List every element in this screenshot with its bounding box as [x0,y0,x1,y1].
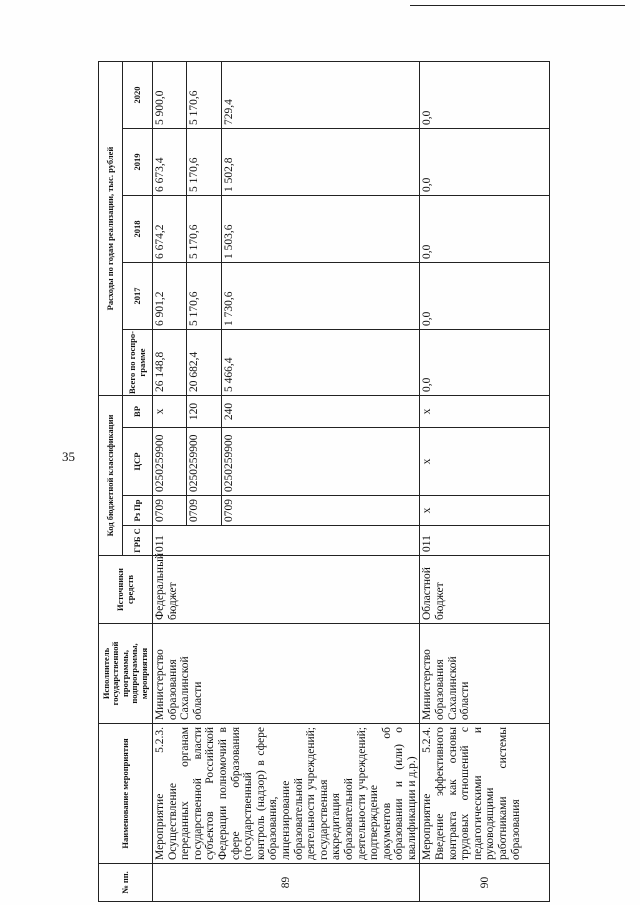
header-budget-code: Код бюджетной классификации [99,396,123,556]
total-cell: 20 682,4 [187,330,221,396]
total-cell: 0,0 [420,330,550,396]
header-year-2017: 2017 [123,263,153,330]
grbs-cell: 011 [153,526,187,556]
rzpr-cell: 0709 [153,496,187,526]
vr-cell: х [153,396,187,428]
y2017-cell: 6 901,2 [153,263,187,330]
vr-cell: 240 [221,396,420,428]
activity-name: Мероприятие 5.2.4. Введение эффективного контракта как основы трудовых отношений с педагогическими и руководящими работниками системы образования [420,724,550,864]
vr-cell: х [420,396,550,428]
header-vr: ВР [123,396,153,428]
vr-cell: 120 [187,396,221,428]
page-number: 35 [62,449,75,464]
csr-cell: х [420,428,550,496]
total-cell: 26 148,8 [153,330,187,396]
header-num: № пп. [99,864,153,902]
budget-table-rotated [98,62,594,902]
header-total: Всего по госпро- грамме [123,330,153,396]
csr-cell: 0250259900 [187,428,221,496]
row-number: 90 [420,864,550,902]
y2018-cell: 1 503,6 [221,196,420,263]
executor: Министерство образования Сахалинской области [420,624,550,724]
y2018-cell: 6 674,2 [153,196,187,263]
y2017-cell: 5 170,6 [187,263,221,330]
csr-cell: 0250259900 [153,428,187,496]
y2018-cell: 5 170,6 [187,196,221,263]
header-year-2018: 2018 [123,196,153,263]
budget-table [98,61,550,902]
y2020-cell: 5 170,6 [187,61,221,128]
header-year-2019: 2019 [123,129,153,196]
total-cell: 5 466,4 [221,330,420,396]
y2020-cell: 0,0 [420,61,550,128]
y2017-cell: 1 730,6 [221,263,420,330]
y2020-cell: 729,4 [221,61,420,128]
header-grbs: ГРБ С [123,526,153,556]
rzpr-cell: 0709 [187,496,221,526]
header-source: Источники средств [99,556,153,624]
header-name: Наименование мероприятия [99,724,153,864]
table-row [153,61,187,901]
header-expenses: Расходы по годам реализации, тыс. рублей [99,61,123,395]
grbs-cell [221,526,420,556]
rzpr-cell: х [420,496,550,526]
csr-cell: 0250259900 [221,428,420,496]
rzpr-cell: 0709 [221,496,420,526]
row-number: 89 [153,864,420,902]
header-executor: Исполнитель государственной программы, подпрограммы, мероприятия [99,624,153,724]
y2019-cell: 1 502,8 [221,129,420,196]
header-csr: ЦСР [123,428,153,496]
y2020-cell: 5 900,0 [153,61,187,128]
header-year-2020: 2020 [123,61,153,128]
y2018-cell: 0,0 [420,196,550,263]
funding-source: Федеральный бюджет [153,556,420,624]
grbs-cell: 011 [420,526,550,556]
table-row [420,61,550,901]
header-rzpr: Рз Пр [123,496,153,526]
funding-source: Областной бюджет [420,556,550,624]
top-rule [410,5,625,6]
grbs-cell [187,526,221,556]
y2019-cell: 0,0 [420,129,550,196]
y2019-cell: 6 673,4 [153,129,187,196]
y2017-cell: 0,0 [420,263,550,330]
y2019-cell: 5 170,6 [187,129,221,196]
executor: Министерство образования Сахалинской области [153,624,420,724]
activity-name: Мероприятие 5.2.3. Осуществление переданных органам государственной власти субъектов Российской Федерации полномочий в сфере образования (государственный контроль (надзор) в сфере образования, лицензирование образовательной деятельности учреждений; государственная аккредитация образовательной деятельности учреждений; подтверждение документов об образовании и (или) о квалификации и д.р.) [153,724,420,864]
